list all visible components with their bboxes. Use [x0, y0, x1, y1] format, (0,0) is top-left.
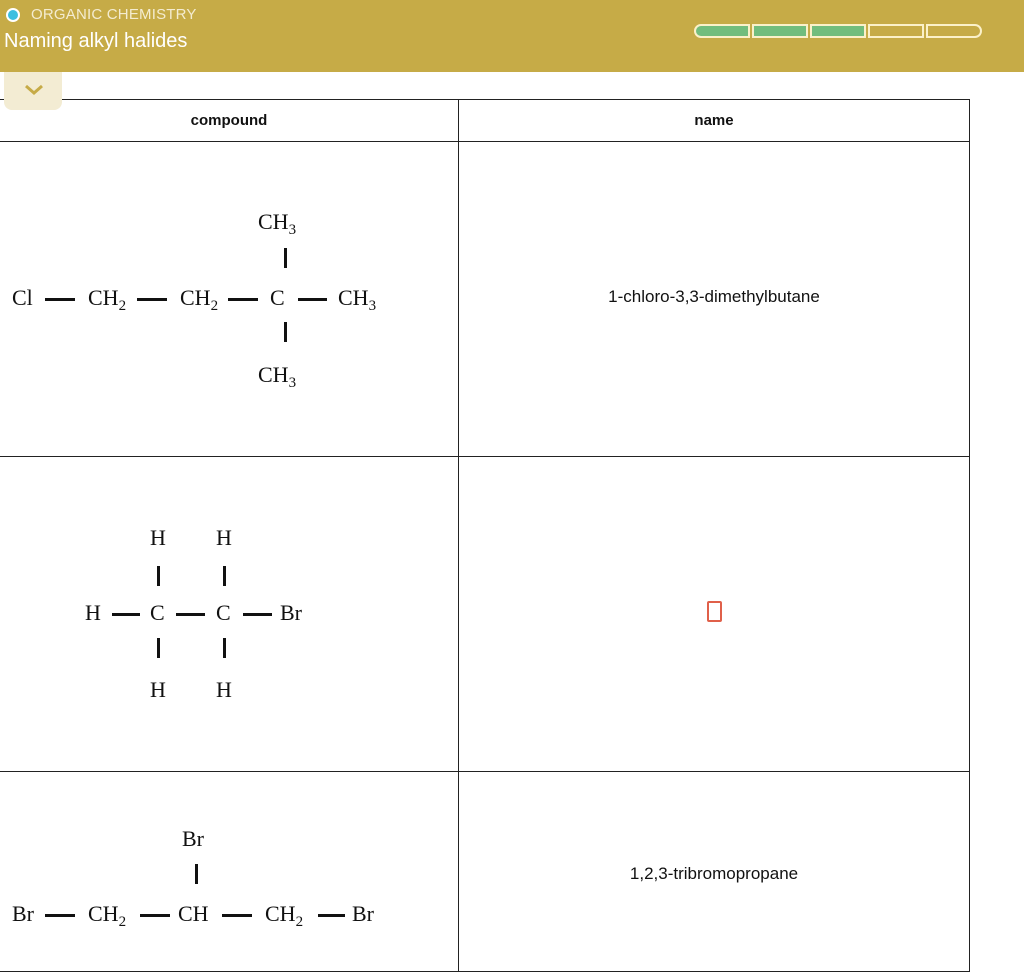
name-cell	[459, 772, 970, 972]
bond-line	[157, 566, 160, 586]
bond-line	[45, 298, 75, 301]
bond-line	[45, 914, 75, 917]
bond-line	[112, 613, 140, 616]
atom-label: CH	[178, 901, 209, 926]
atom-label: Br	[182, 826, 204, 851]
atom-label: Br	[352, 901, 374, 926]
atom-label: C	[150, 600, 165, 625]
atom-label: Br	[280, 600, 302, 625]
compound-structure	[0, 457, 459, 772]
table-row	[0, 772, 970, 972]
name-cell	[459, 457, 970, 772]
chevron-down-icon	[24, 84, 44, 96]
bond-line	[140, 914, 170, 917]
column-header-name: name	[459, 100, 970, 142]
compound-name: 1,2,3-tribromopropane	[629, 864, 799, 883]
category-label: ORGANIC CHEMISTRY	[31, 6, 197, 23]
column-header-compound: compound	[0, 100, 459, 142]
bond-line	[298, 298, 327, 301]
status-dot-icon	[6, 8, 20, 22]
atom-label: H	[150, 525, 166, 550]
progress-segment	[868, 24, 924, 38]
atom-label: H	[150, 677, 166, 702]
bond-line	[157, 638, 160, 658]
atom-label: Br	[12, 901, 34, 926]
bond-line	[243, 613, 272, 616]
bond-line	[284, 248, 287, 268]
bond-line	[223, 566, 226, 586]
atom-label: $CH_3$	[258, 362, 297, 391]
compound-structure	[0, 772, 459, 972]
bond-line	[284, 322, 287, 342]
compound-table	[0, 99, 970, 972]
header-bar	[0, 0, 1024, 72]
atom-label: H	[85, 600, 101, 625]
table-row	[0, 457, 970, 772]
progress-segment	[694, 24, 750, 38]
atom-label: H	[216, 525, 232, 550]
atom-label: Cl	[12, 285, 33, 310]
atom-label: C	[270, 285, 285, 310]
page-title: Naming alkyl halides	[4, 30, 188, 52]
bond-line	[176, 613, 205, 616]
atom-label: $CH_3$	[338, 285, 377, 314]
atom-label: $CH_2$	[265, 901, 304, 930]
atom-label: $CH_3$	[258, 209, 297, 238]
bond-line	[228, 298, 258, 301]
collapse-toggle-button[interactable]	[4, 72, 62, 110]
atom-label: $CH_2$	[88, 285, 127, 314]
bond-line	[223, 638, 226, 658]
answer-input[interactable]	[707, 601, 722, 622]
bond-line	[137, 298, 167, 301]
bond-line	[195, 864, 198, 884]
atom-label: H	[216, 677, 232, 702]
bond-line	[318, 914, 345, 917]
progress-bar	[694, 24, 984, 38]
table-row	[0, 142, 970, 457]
atom-label: C	[216, 600, 231, 625]
compound-name: 1-chloro-3,3-dimethylbutane	[608, 287, 820, 306]
atom-label: $CH_2$	[180, 285, 219, 314]
compound-structure	[0, 142, 459, 457]
progress-segment	[926, 24, 982, 38]
atom-label: $CH_2$	[88, 901, 127, 930]
progress-segment	[752, 24, 808, 38]
progress-segment	[810, 24, 866, 38]
name-cell	[459, 142, 970, 457]
bond-line	[222, 914, 252, 917]
